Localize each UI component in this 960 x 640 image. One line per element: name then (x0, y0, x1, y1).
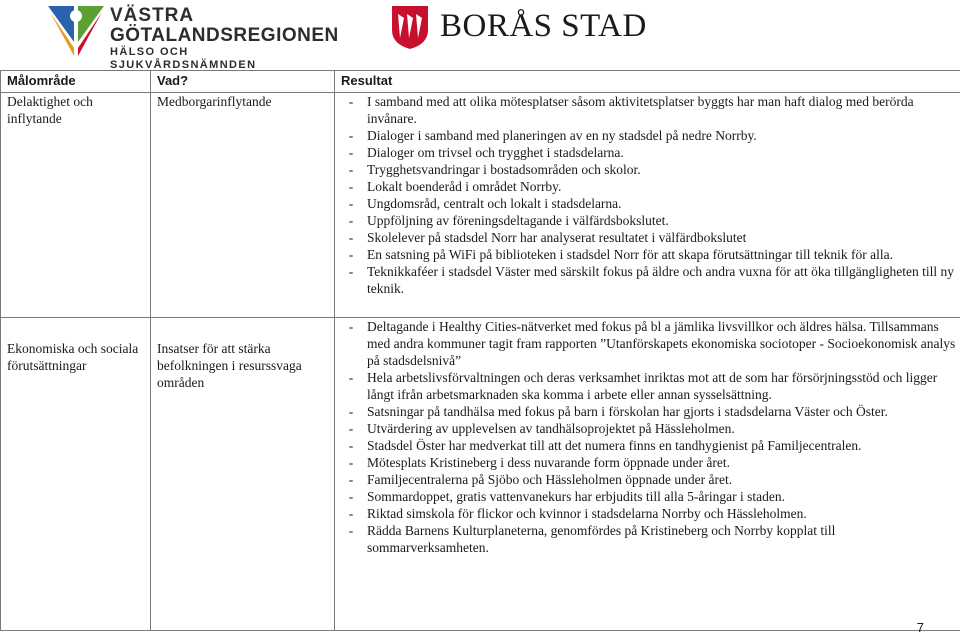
table-row (1, 93, 960, 318)
list-item: - Ungdomsråd, centralt och lokalt i stadsdelarna. (348, 196, 622, 211)
list-item: - Familjecentralerna på Sjöbo och Hässleholmen öppnade under året. (348, 472, 733, 487)
results-table (0, 70, 960, 631)
vgr-emblem-icon (44, 2, 108, 60)
row-what: Insatser för att stärka befolkningen i resurssvaga områden (151, 318, 335, 631)
results-list (341, 93, 956, 297)
table-row (1, 318, 960, 631)
header-vad: Vad? (151, 71, 335, 93)
list-item: - Deltagande i Healthy Cities-nätverket med fokus på bl a jämlika livsvillkor och äldres hälsa. Tillsammans med andra kommuner tagit fram rapporten ”Utanförskapets ekonomiska sociotoper - Socioekonomisk analys på stadsdelsnivå” (348, 319, 956, 368)
results-list (341, 318, 956, 556)
list-item: - Mötesplats Kristineberg i dess nuvarande form öppnade under året. (348, 455, 731, 470)
row-results (335, 318, 960, 631)
list-item: - Trygghetsvandringar i bostadsområden och skolor. (348, 162, 641, 177)
list-item: - Uppföljning av föreningsdeltagande i välfärdsbokslutet. (348, 213, 669, 228)
header-malomrade: Målområde (1, 71, 151, 93)
row-area: Delaktighet och inflytande (1, 93, 151, 318)
list-item: - En satsning på WiFi på biblioteken i stadsdel Norr för att skapa förutsättningar till teknik för alla. (348, 247, 893, 262)
list-item: - Rädda Barnens Kulturplaneterna, genomfördes på Kristineberg och Norrby kopplat till sommarverksamheten. (348, 523, 836, 555)
vgr-line-3: HÄLSO OCH SJUKVÅRDSNÄMNDEN (110, 46, 257, 71)
page-header (0, 0, 960, 71)
list-item: - Teknikkaféer i stadsdel Väster med särskilt fokus på äldre och andra vuxna för att öka tillgängligheten till ny teknik. (348, 264, 955, 296)
vgr-logo (44, 2, 339, 71)
list-item: - Riktad simskola för flickor och kvinnor i stadsdelarna Norrby och Hässleholmen. (348, 506, 807, 521)
row-what: Medborgarinflytande (151, 93, 335, 318)
table-header-row (1, 71, 960, 93)
vgr-line-2: GÖTALANDSREGIONEN (110, 25, 339, 46)
row-area: Ekonomiska och sociala förutsättningar (1, 318, 151, 631)
row-results (335, 93, 960, 318)
page-number: 7 (916, 620, 924, 635)
list-item: - Satsningar på tandhälsa med fokus på barn i förskolan har gjorts i stadsdelarna Väster och Öster. (348, 404, 888, 419)
boras-wordmark: BORÅS STAD (440, 8, 647, 44)
header-resultat: Resultat (335, 71, 960, 93)
list-item: - Stadsdel Öster har medverkat till att det numera finns en tandhygienist på Familjecentralen. (348, 438, 862, 453)
list-item: - I samband med att olika mötesplatser såsom aktivitetsplatser byggts har man haft dialog med berörda invånare. (348, 94, 914, 126)
list-item: - Hela arbetslivsförvaltningen och deras verksamhet inriktas mot att de som har försörjningsstöd och ligger långt ifrån arbetsmarknaden ska komma i arbete eller annan sysselsättning. (348, 370, 938, 402)
list-item: - Dialoger i samband med planeringen av en ny stadsdel på nedre Norrby. (348, 128, 757, 143)
vgr-wordmark (110, 6, 339, 72)
vgr-line-1: VÄSTRA (110, 5, 195, 26)
list-item: - Lokalt boenderåd i området Norrby. (348, 179, 562, 194)
list-item: - Sommardoppet, gratis vattenvanekurs har erbjudits till alla 5-åringar i staden. (348, 489, 786, 504)
boras-logo (390, 4, 650, 50)
list-item: - Dialoger om trivsel och trygghet i stadsdelarna. (348, 145, 624, 160)
boras-shield-icon (390, 4, 430, 50)
list-item: - Skolelever på stadsdel Norr har analyserat resultatet i välfärdbokslutet (348, 230, 747, 245)
list-item: - Utvärdering av upplevelsen av tandhälsoprojektet på Hässleholmen. (348, 421, 735, 436)
